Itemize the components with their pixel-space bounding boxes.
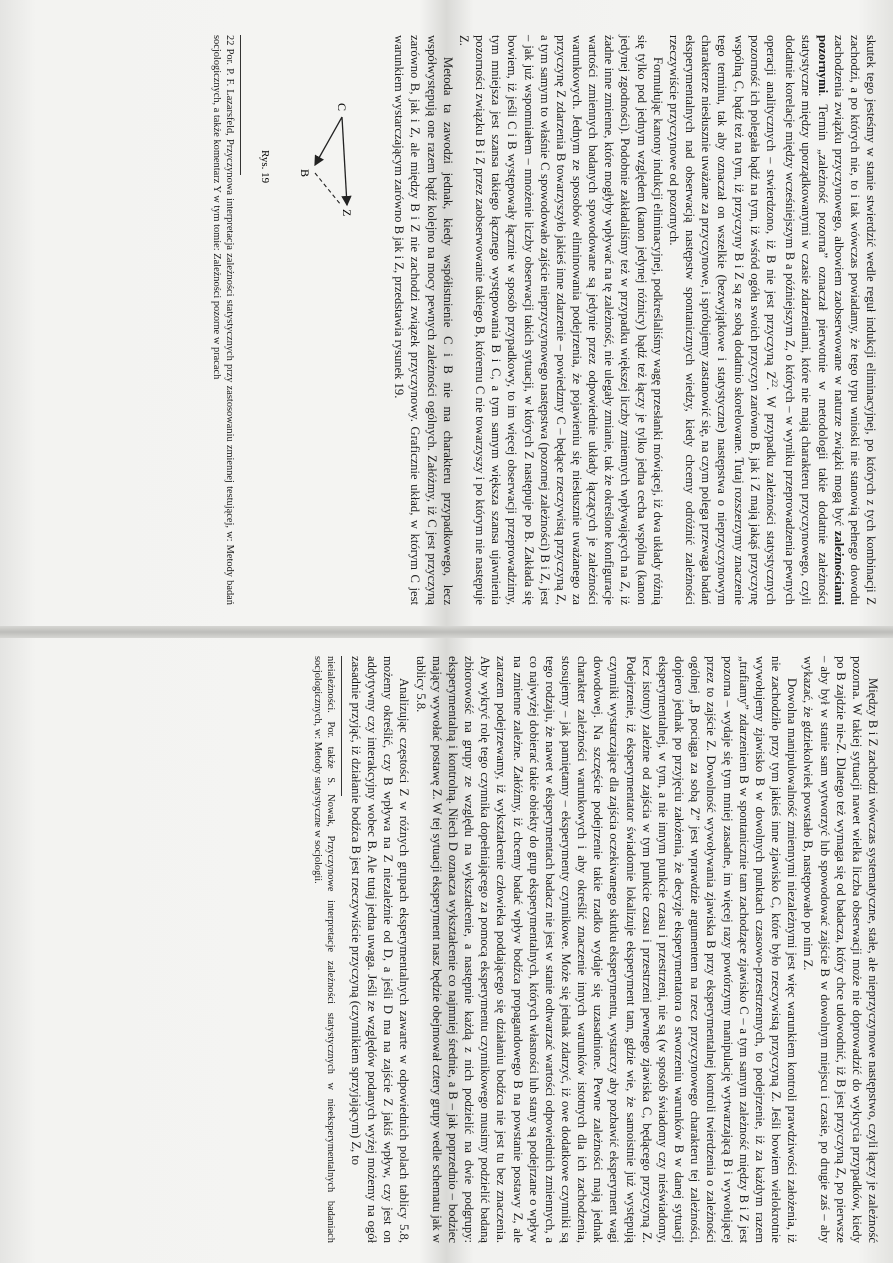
figure-19 [247,35,387,605]
figure-19-diagram [247,95,387,315]
left-paragraph-2: Formułując kanony indukcji eliminacyjnej, podkreślaliśmy wagę przesłanki mówiącej, iż dwa układy różnią się tylko pod jednym względem (kanon jedynej różnicy) bądź też łączy je tylko jedna cecha wspólna (kanon jedynej zgodności). Podobnie zakładaliśmy też w przypadku większej liczby zmiennych wpływających na Z, iż żadne inne zmienne, które mogłyby wpływać na tę zależność, nie ulegały zmianie, tak że określone konfiguracje wartości zmiennych badanych spowodowane są jedynie przez odpowiednie układy łączących je zależności warunkowych. Jednym ze sposobów eliminowania podejrzenia, że pojawieniu się niesłusznie uważanego za przyczynę Z zdarzenia B towarzyszyło jakieś inne zdarzenie – powiedzmy C – będące rzeczywistą przyczyną Z, a tym samym to właśnie C spowodowało zajście nieprzyczynowego następstwa (pozornej zależności) B i Z, jest – jak już wspomniałem – mnożenie liczby obserwacji takich sytuacji, w których Z następuje po B. Zakłada się bowiem, iż jeśli C i B występowały łącznie w sposób przypadkowy, to im więcej obserwacji przeprowadzimy, tym mniejsza jest szansa takiego łącznego występowania B i C, a tym samym większa szansa ujawnienia pozorności związku B i Z przez zaobserwowanie takiego B, któremu C nie towarzyszy i po którym nie następuje Z. [456,35,665,605]
right-page [0,638,893,1263]
footnote-rule [341,656,342,796]
book-gutter [0,626,893,638]
arrow-c-to-z [342,117,347,205]
right-paragraph-1: Między B i Z zachodzi wówczas systematyczne, stałe, ale nieprzyczynowe następstwo, czyli łączy je zależność pozorna. W takiej sytuacji nawet wielka liczba obserwacji może nie doprowadzić do wykrycia przypadków, kiedy po B zajdzie nie-Z. Dlatego też wymaga się od badacza, który chce udowodnić, iż B jest przyczyną Z, po pierwsze – aby był w stanie sam wytworzyć lub spowodować zajście B w dowolnym miejscu i czasie, po drugie zaś – aby wykazać, że gdziekolwiek powstało B, następowało po nim Z. [801,656,880,1243]
figure-caption: Rys. 19 [259,150,272,184]
right-paragraph-2: Dowolna manipulowalność zmiennymi niezależnymi jest więc warunkiem kontroli prawdziwości założenia, iż nie zachodziło przy tym jakieś inne zjawisko C, które było rzeczywistą przyczyną Z. Jeśli bowiem wielokrotnie wywołujemy zjawisko B w dowolnych punktach czasowo-przestrzennych, to podejrzenie, iż za każdym razem „trafiamy” zdarzeniem B w spontanicznie tam zachodzące zjawisko C – a tym samym zależność między B i Z jest pozorna – wydaje się tym mniej zasadne, im więcej razy powtórzymy manipulację wytwarzającą B i wywołującej przez to zajście Z. Dowolność wywoływania zjawiska B przy eksperymentalnej kontroli twierdzenia o zależności ogólnej „B pociąga za sobą Z” jest wprawdzie argumentem na rzecz przyczynowego charakteru tej zależności, dopiero jednak po przyjęciu założenia, że decyzje eksperymentatora o stworzeniu warunków B w danej sytuacji eksperymentalnej, w tym, a nie innym punkcie czasu i przestrzeni, nie są (w sposób świadomy czy nieświadomy, lecz istotny) zależne od zajścia w tym punkcie czasu i przestrzeni pewnego zjawiska C, będącego przyczyną Z. Podejrzenie, iż eksperymentator świadomie lokalizuje eksperyment tam, gdzie wie, że samoistnie już występują czynniki wystarczające dla zajścia oczekiwanego skutku eksperymentu, wystarczy aby pozbawić eksperyment wagi dowodowej. Na szczęście podejrzenie takie rzadko wydaje się uzasadnione. Pewne zależności mają jednak charakter zależności warunkowych i aby określić znaczenie innych warunków istotnych dla ich zachodzenia, stosujemy – jak pamiętamy – eksperymenty czynnikowe. Może się jednak zdarzyć, iż owe dodatkowe czynniki są tego rodzaju, że nawet w eksperymentach badacz nie jest w stanie odtwarzać wartości odpowiednich zmiennych, a co najwyżej dobierać takie obiekty do grup eksperymentalnych, których własności lub stany są podejrzane o wpływ na zmienne zależne. Załóżmy, iż chcemy badać wpływ bodźca propagandowego B na powstanie postawy Z, ale zarazem podejrzewamy, iż wykształcenie człowieka poddającego się działaniu bodźca nie jest tu bez znaczenia. Aby wykryć rolę tego czynnika dopełniającego za pomocą eksperymentu czynnikowego musimy podzielić badaną zbiorowość na grupy ze względu na wykształcenie, a następnie każdą z nich podzielić na dwie podgrupy: eksperymentalną i kontrolną. Niech D oznacza wykształcenie co najmniej średnie, a B – jak poprzednio – bodziec mający wywołać postawę Z. W tej sytuacji eksperyment nasz będzie obejmował cztery grupy wedle schematu jak w tablicy 5.8. [413,656,800,1243]
left-page-text [391,35,879,605]
text-run: skutek tego jesteśmy w stanie stwierdzić wedle reguł indukcji eliminacyjnej, po których z tych kombinacji Z zachodzi, a po których nie, to i tak wówczas powiadamy, że tego typu wnioski nie stanowią pełnego dowodu zachodzenia związku przyczynowego, albowiem zaobserwowane w naturze związki mogą być [831,35,878,605]
left-footnote [210,35,236,605]
text-run: . Termin „zależność pozorna” oznaczał pierwotnie w metodologii takie dodatnie zależności statystyczne między uporządkowanymi w czasie zdarzeniami, które nie mają charakteru przyczynowego, czyli dodatnie korelacje między wcześniejszym B a późniejszym Z, o których – w wyniku przeprowadzenia pewnych operacji analitycznych – stwierdzono, iż B nie jest przyczyną Z [763,35,830,605]
dashed-b-z [315,173,341,205]
text-run: . W przypadku zależności statystycznych pozorność ich polegała bądź na tym, iż wśród ogółu swoich przyczyn zarówno B, jak i Z mają jakąś przyczynę wspólną C, bądź też na tym, iż przyczyny B i Z są ze sobą dodatnio skorelowane. Tutaj rozszerzymy znaczenie tego terminu, tak aby oznaczał on wszelkie (bezwyjątkowe i statystyczne) następstwa o nieprzyczynowym charakterze niesłusznie uważane za przyczynowe, i spróbujemy zastanowić się, na czym polega przewaga badań eksperymentalnych nad obserwacją następstw spontanicznych wiedzy, kiedy chcemy odróżnić zależności rzeczywiście przyczynowe od pozornych. [666,35,778,605]
bold-term: zależnościami pozornymi [815,35,846,605]
footnote-text: nieiależności. Por. także S. Nowak, Przyczynowe interpretacje zależności statystycznych w nieeksperymentalnych badaniach socjologicznych, w: Metody statystyczne w socjologii. [311,656,336,1243]
left-paragraph-1 [666,35,879,605]
left-paragraph-3: Metoda ta zawodzi jednak, kiedy współistnienie C i B nie ma charakteru przypadkowego, lecz współwystępują one razem bądź kolejno na mocy pewnych zależności ogólnych. Załóżmy, iż C jest przyczyną zarówno B, jak i Z, ale między B i Z nie zachodzi związek przyczynowy. Graficznie układ, w którym C jest warunkiem wystarczającym zarówno B jak i Z, przedstawia rysunek 19. [392,35,455,605]
label-c: C [335,103,350,112]
right-paragraph-3: Analizując częstości Z w różnych grupach eksperymentalnych zawarte w odpowiednich polach tablicy 5.8, możemy określić, czy B wpływa na Z niezależnie od D, a jeśli D ma na zajście Z jakiś wpływ, czy jest on addytywny czy interakcyjny wobec B. Ale tutaj jedna uwaga. Jeśli ze względów podanych wyżej możemy na ogół zasadnie przyjąć, iż działanie bodźca B jest rzeczywiście przyczyną (czynnikiem sprzyjającym) Z, to [349,656,412,1243]
footnote-text: 22 Por. P. F. Lazarsfeld, Przyczynowa interpretacja zależności statystycznych przy zastosowaniu zmiennej testującej, w: Metody badań socjologicznych, a także komentarz Y w tym tomie: Zależności pozorne w pracach [211,35,236,605]
label-b: B [298,169,313,178]
left-page [0,0,893,625]
label-z: Z [340,209,355,217]
right-page-text [348,656,881,1243]
footnote-rule [240,35,241,175]
footnote-marker: 22 [770,379,780,388]
right-footnote [311,656,337,1243]
arrow-c-to-b [315,117,342,165]
